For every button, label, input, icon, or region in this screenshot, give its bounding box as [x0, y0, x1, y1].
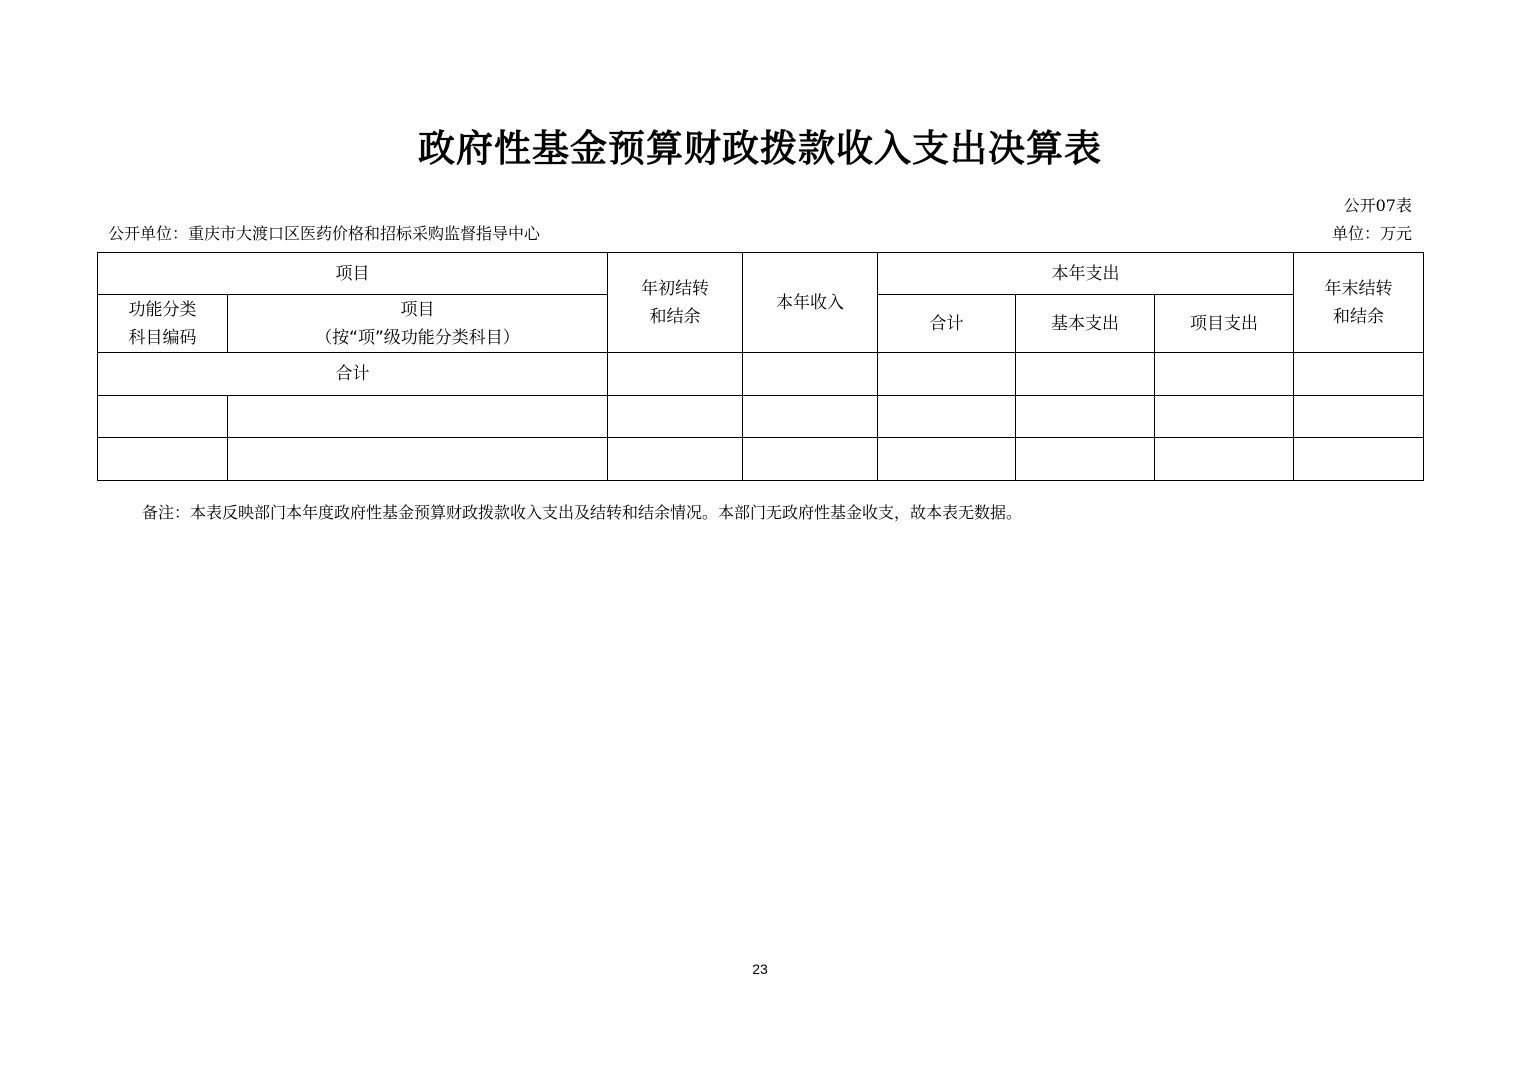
table-cell — [228, 396, 608, 438]
header-opening-balance — [608, 253, 743, 353]
total-cell — [1155, 353, 1294, 396]
budget-table — [97, 252, 1424, 481]
table-cell — [98, 438, 228, 481]
table-cell — [608, 438, 743, 481]
total-cell — [608, 353, 743, 396]
header-expense-group: 本年支出 — [878, 253, 1294, 295]
reporting-organization: 公开单位：重庆市大渡口区医药价格和招标采购监督指导中心 — [108, 224, 541, 243]
table-cell — [1155, 438, 1294, 481]
table-cell — [1016, 438, 1155, 481]
table-cell — [743, 396, 878, 438]
header-expense-project: 项目支出 — [1155, 295, 1294, 353]
header-closing-line2: 和结余 — [1333, 306, 1384, 327]
total-cell — [1016, 353, 1155, 396]
table-cell — [608, 396, 743, 438]
total-cell — [878, 353, 1016, 396]
header-function-code-line1: 功能分类 — [128, 299, 197, 320]
total-cell — [1294, 353, 1424, 396]
table-cell — [743, 438, 878, 481]
header-expense-total: 合计 — [878, 295, 1016, 353]
currency-unit: 单位：万元 — [1331, 224, 1412, 243]
header-item-name-line2: （按“项”级功能分类科目） — [315, 327, 520, 348]
header-opening-line1: 年初结转 — [641, 278, 709, 299]
total-row — [98, 353, 1424, 396]
table-cell — [1155, 396, 1294, 438]
header-income: 本年收入 — [743, 253, 878, 353]
table-cell — [1294, 438, 1424, 481]
header-expense-basic: 基本支出 — [1016, 295, 1155, 353]
table-row — [98, 438, 1424, 481]
table-cell — [1294, 396, 1424, 438]
form-number: 公开07表 — [1343, 196, 1412, 215]
table-cell — [878, 438, 1016, 481]
header-item-name — [228, 295, 608, 353]
header-row-1 — [98, 253, 1424, 295]
page-number: 23 — [752, 961, 768, 977]
table-cell — [878, 396, 1016, 438]
header-opening-line2: 和结余 — [649, 306, 701, 327]
footnote: 备注：本表反映部门本年度政府性基金预算财政拨款收入支出及结转和结余情况。本部门无政府性基金收支，故本表无数据。 — [142, 503, 1023, 522]
document-title: 政府性基金预算财政拨款收入支出决算表 — [418, 127, 1102, 170]
header-item-group: 项目 — [98, 253, 608, 295]
header-function-code — [98, 295, 228, 353]
header-closing-line1: 年末结转 — [1324, 278, 1393, 299]
table-row — [98, 396, 1424, 438]
unit-line — [108, 221, 1412, 244]
header-item-name-line1: 项目 — [400, 299, 435, 320]
table-cell — [228, 438, 608, 481]
header-closing-balance — [1294, 253, 1424, 353]
table-cell — [98, 396, 228, 438]
header-function-code-line2: 科目编码 — [128, 327, 197, 348]
total-label: 合计 — [98, 353, 608, 396]
total-cell — [743, 353, 878, 396]
table-cell — [1016, 396, 1155, 438]
